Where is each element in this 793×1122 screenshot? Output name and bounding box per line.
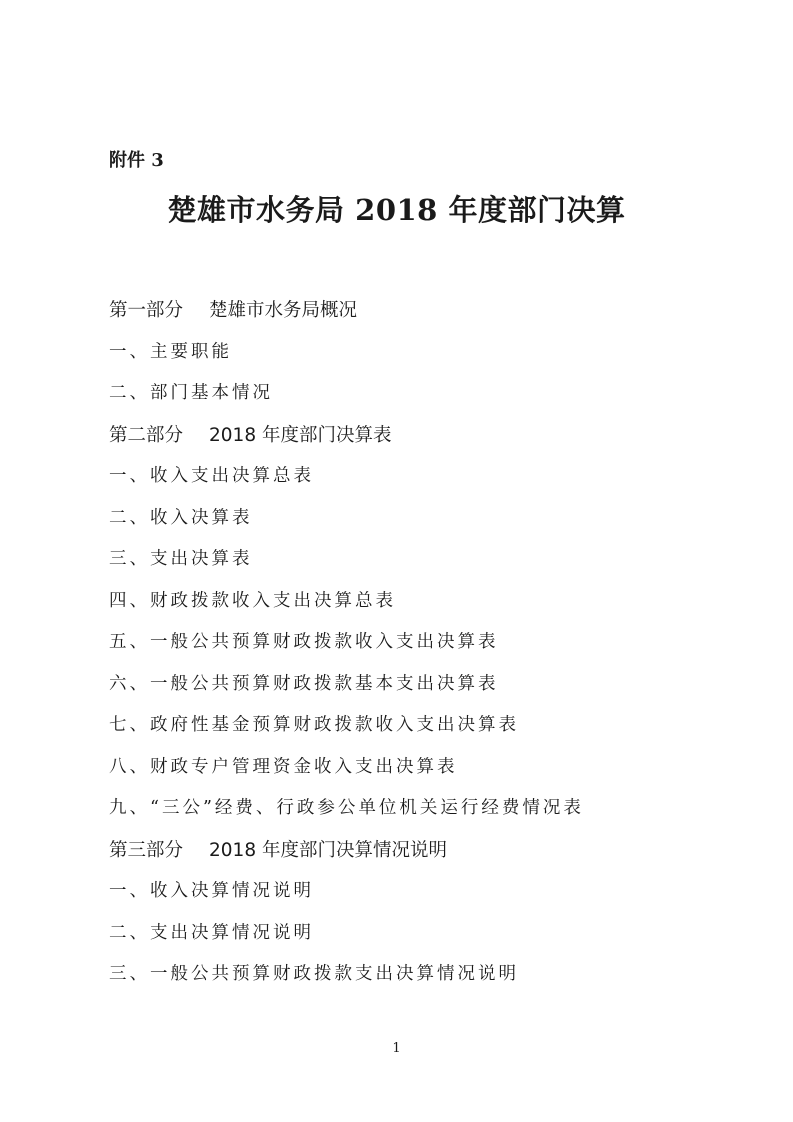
part-3-label: 第三部分: [109, 839, 184, 861]
toc-item: 六、一般公共预算财政拨款基本支出决算表: [109, 673, 499, 694]
attachment-label: 附件 3: [109, 150, 164, 171]
part-2-label: 第二部分: [109, 424, 184, 446]
toc-item: 一、主要职能: [109, 341, 232, 362]
toc-part-3-heading: [109, 830, 729, 872]
part-1-title: 楚雄市水务局概况: [209, 300, 358, 321]
toc-item: 四、财政拨款收入支出决算总表: [109, 590, 396, 611]
part-3-title: 2018 年度部门决算情况说明: [209, 839, 447, 861]
toc-item: 二、收入决算表: [109, 507, 253, 528]
toc-item: 三、支出决算表: [109, 549, 253, 569]
toc-item: 一、收入决算情况说明: [109, 881, 314, 901]
toc-item: 二、部门基本情况: [109, 383, 273, 403]
toc-item: 二、支出决算情况说明: [109, 922, 314, 943]
toc-item: 一、收入支出决算总表: [109, 466, 314, 486]
toc-part-2-heading: [109, 415, 729, 457]
toc-item: 七、政府性基金预算财政拨款收入支出决算表: [109, 715, 519, 735]
part-2-title: 2018 年度部门决算表: [209, 424, 392, 446]
toc-part-1-heading: [109, 290, 729, 332]
document-title: 楚雄市水务局 2018 年度部门决算: [167, 193, 626, 227]
toc-item: 九、“三公”经费、行政参公单位机关运行经费情况表: [109, 798, 584, 818]
table-of-contents: [109, 290, 729, 996]
toc-item: 八、财政专户管理资金收入支出决算表: [109, 756, 458, 777]
toc-item: 三、一般公共预算财政拨款支出决算情况说明: [109, 964, 519, 984]
part-1-label: 第一部分: [109, 300, 184, 321]
page-number: 1: [392, 1041, 401, 1056]
toc-item: 五、一般公共预算财政拨款收入支出决算表: [109, 632, 499, 652]
